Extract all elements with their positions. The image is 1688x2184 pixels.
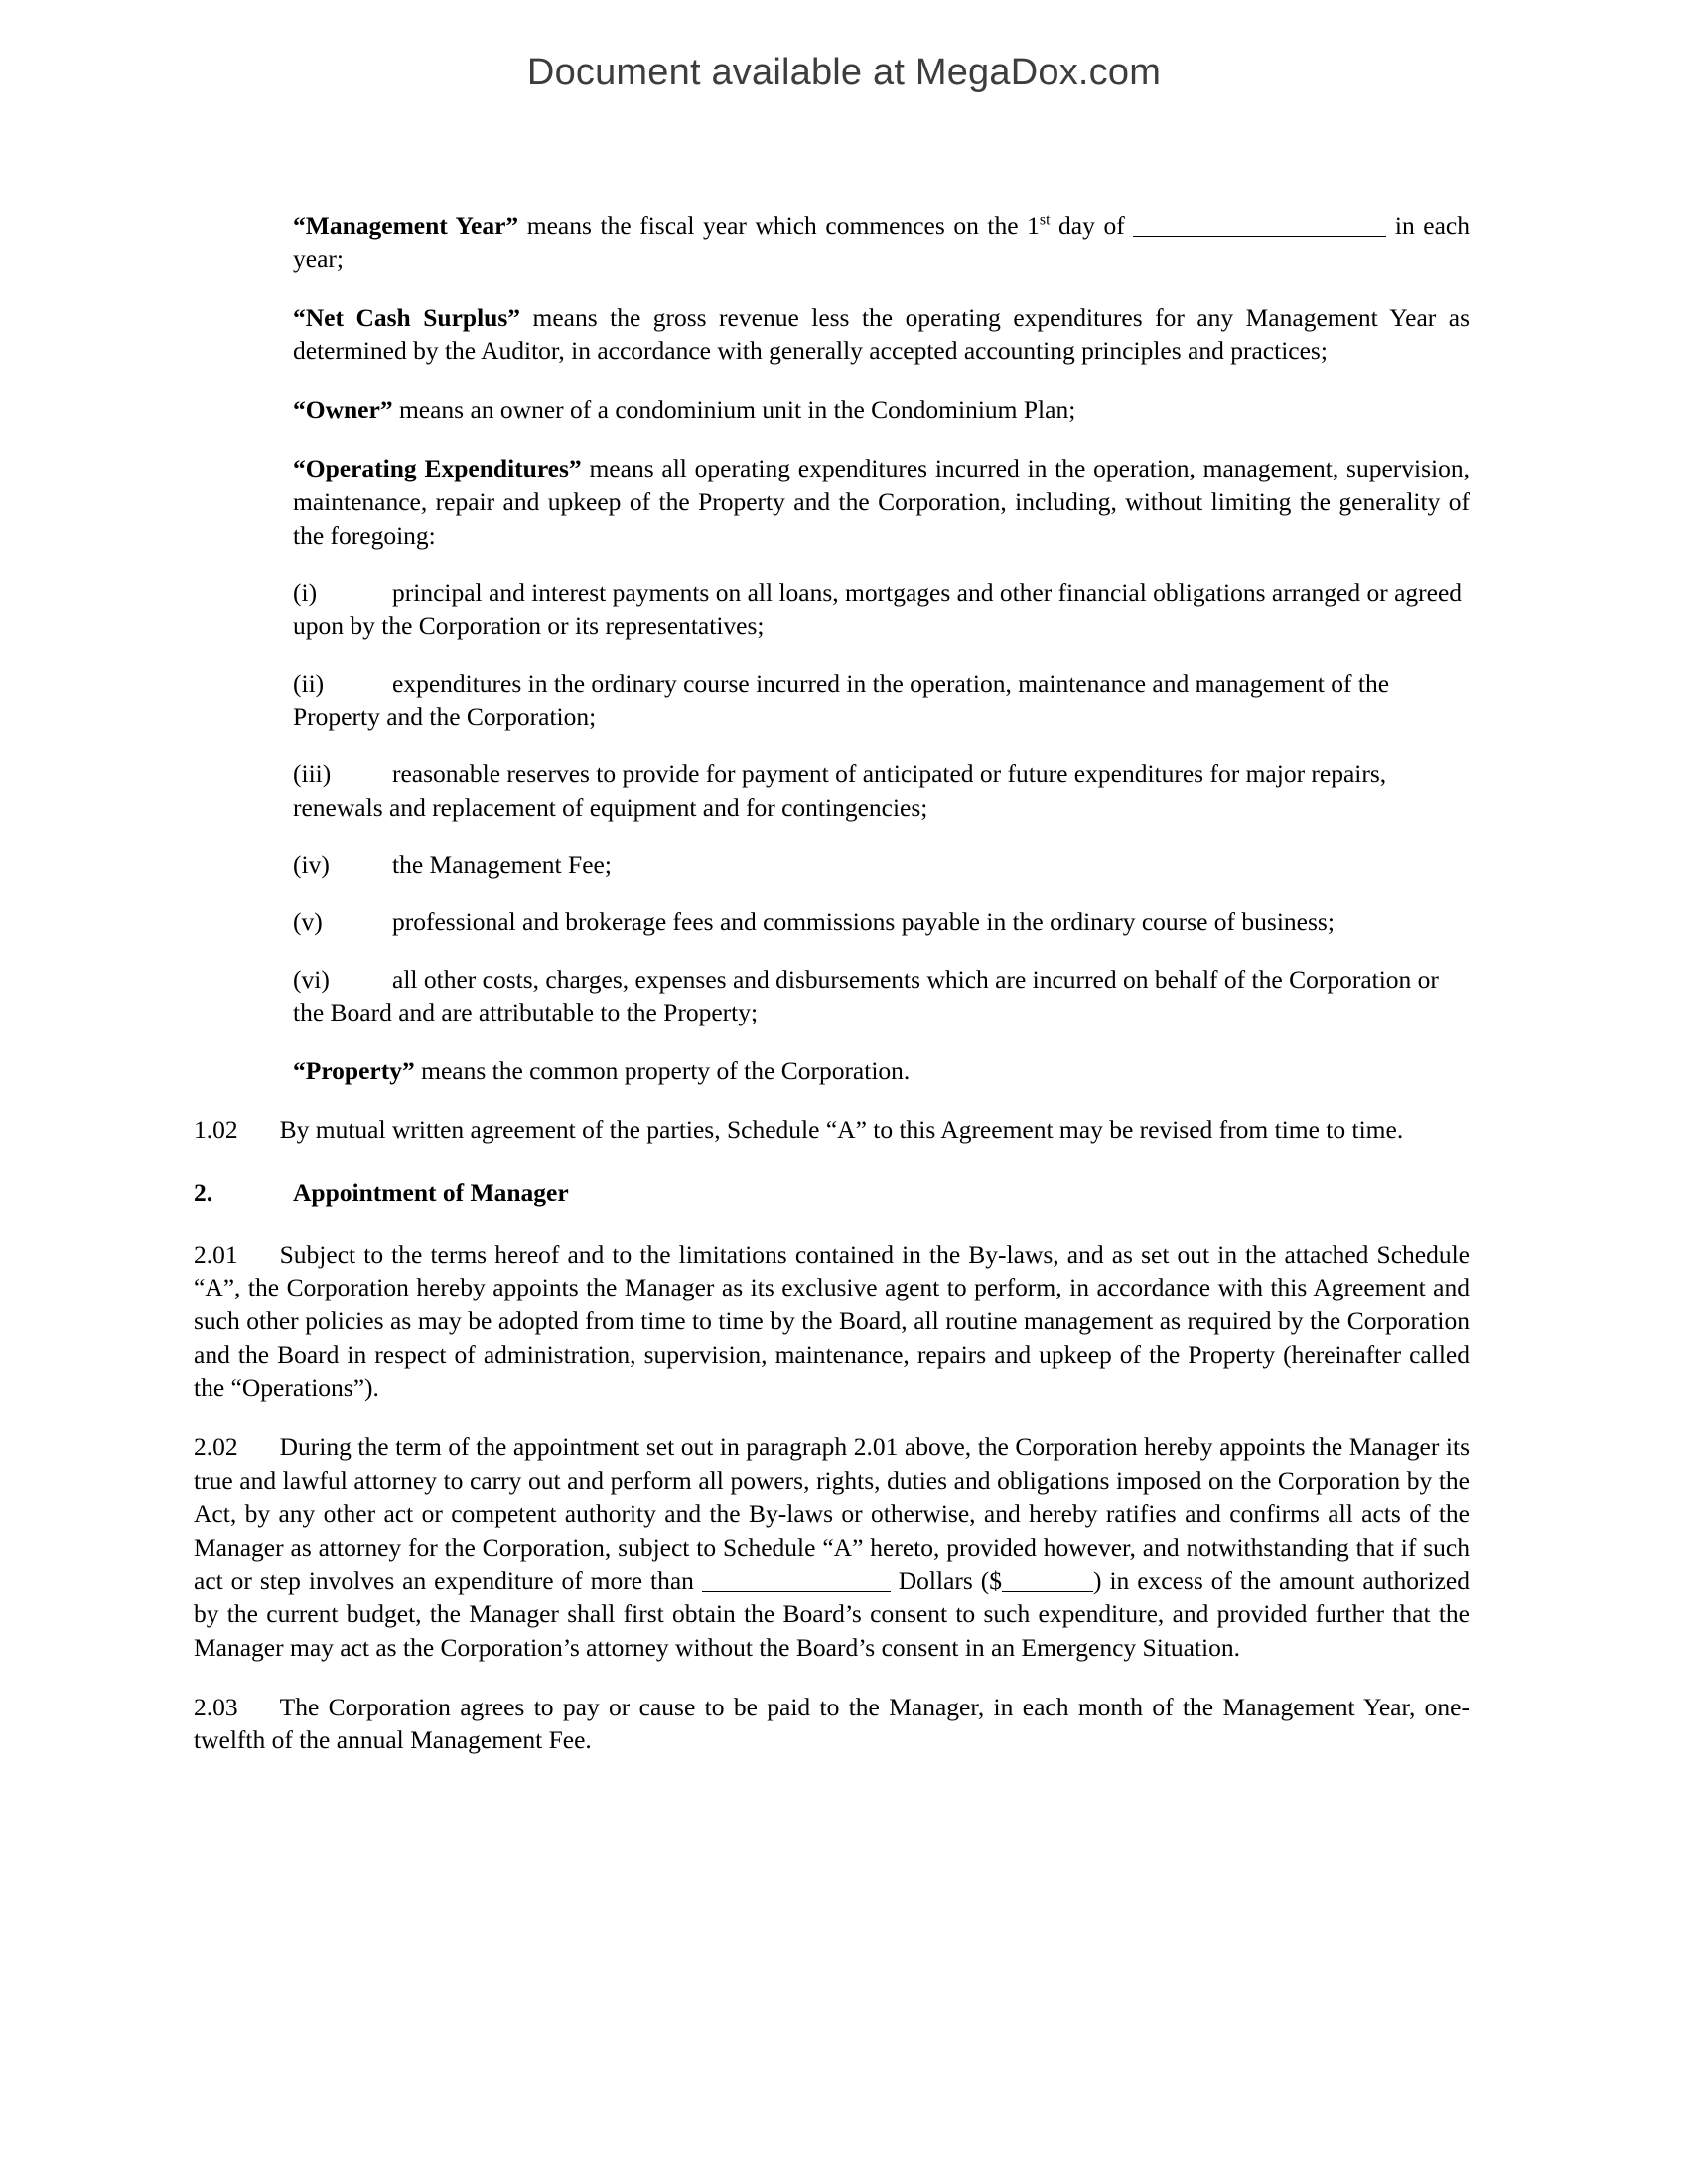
list-item-marker: (vi) bbox=[293, 964, 330, 994]
list-item-marker: (v) bbox=[293, 906, 323, 936]
clause-text-part3: ) in excess of the amount authorized by the current budget, the Manager shall first obtain the Board’s consent to such expenditure, and provided further that the Manager may act as the Corporation’s attorney without the Board’s consent in an Emergency Situation. bbox=[194, 1566, 1470, 1662]
clause-text: The Corporation agrees to pay or cause to be paid to the Manager, in each month of the Management Year, one-twelfth of the annual Management Fee. bbox=[194, 1692, 1470, 1755]
page-header-watermark: Document available at MegaDox.com bbox=[526, 52, 1162, 93]
list-item bbox=[293, 848, 1470, 882]
clause-1-02 bbox=[194, 1113, 1470, 1147]
clause-number: 1.02 bbox=[194, 1115, 238, 1145]
list-item-marker: (iv) bbox=[293, 850, 330, 880]
definition-term: “Owner” bbox=[293, 395, 393, 425]
clause-text-part2: Dollars ($ bbox=[890, 1566, 1003, 1595]
list-item-text: expenditures in the ordinary course incurred in the operation, maintenance and management of the Property and the Corporation; bbox=[293, 668, 1390, 732]
blank-fill-month[interactable] bbox=[1133, 236, 1386, 237]
definition-term: “Net Cash Surplus” bbox=[293, 303, 521, 333]
definition-text-c: in each year; bbox=[293, 210, 1471, 274]
definition-term: “Management Year” bbox=[293, 210, 519, 240]
definition-text: means the gross revenue less the operating expenditures for any Management Year as determined by the Auditor, in accordance with generally accepted accounting principles and practices; bbox=[293, 303, 1470, 365]
section-title: Appointment of Manager bbox=[293, 1178, 569, 1208]
list-item-text: reasonable reserves to provide for payment of anticipated or future expenditures for major repairs, renewals and replacement of equipment and for contingencies; bbox=[293, 758, 1387, 822]
clause-text: Subject to the terms hereof and to the limitations contained in the By-laws, and as set out in the attached Schedule “A”, the Corporation hereby appoints the Manager as its exclusive agent to perform, in accordance with this Agreement and such other policies as may be adopted from time to time by the Board, all routine management as required by the Corporation and the Board in respect of administration, supervision, maintenance, repairs and upkeep of the Property (hereinafter called the “Operations”). bbox=[194, 1239, 1470, 1403]
section-heading-2 bbox=[194, 1176, 1470, 1210]
list-item bbox=[293, 963, 1470, 1029]
clause-number: 2.02 bbox=[194, 1433, 238, 1462]
clause-text: By mutual written agreement of the parties, Schedule “A” to this Agreement may be revised from time to time. bbox=[279, 1115, 1404, 1145]
definition-text-b: day of bbox=[1050, 210, 1134, 240]
clause-2-02 bbox=[194, 1431, 1470, 1665]
list-item-text: professional and brokerage fees and commissions payable in the ordinary course of business; bbox=[392, 906, 1335, 936]
definition-owner bbox=[293, 393, 1470, 427]
clause-2-01 bbox=[194, 1238, 1470, 1405]
list-item bbox=[293, 576, 1470, 642]
definition-operating-expenditures bbox=[293, 452, 1470, 552]
list-item bbox=[293, 757, 1470, 824]
clause-text-part1: During the term of the appointment set out in paragraph 2.01 above, the Corporation hereby appoints the Manager its true and lawful attorney to carry out and perform all powers, rights, duties and obligations imposed on the Corporation by the Act, by any other act or competent authority and the By-laws or otherwise, and hereby ratifies and confirms all acts of the Manager as attorney for the Corporation, subject to Schedule “A” hereto, provided however, and notwithstanding that if such act or step involves an expenditure of more than bbox=[194, 1433, 1470, 1595]
list-item-marker: (ii) bbox=[293, 668, 325, 698]
definition-text: means an owner of a condominium unit in the Condominium Plan; bbox=[392, 395, 1076, 425]
ordinal-suffix: st bbox=[1039, 211, 1051, 228]
list-item-marker: (i) bbox=[293, 578, 318, 608]
clause-2-03 bbox=[194, 1691, 1470, 1757]
list-item-text: principal and interest payments on all loans, mortgages and other financial obligations arranged or agreed upon by the Corporation or its representatives; bbox=[293, 578, 1463, 640]
definition-text: means all operating expenditures incurred in the operation, management, supervision, maintenance, repair and upkeep of the Property and the Corporation, including, without limiting the generality of the foregoing: bbox=[293, 454, 1471, 550]
list-item bbox=[293, 667, 1470, 734]
list-item bbox=[293, 905, 1470, 939]
definition-property bbox=[293, 1054, 1470, 1088]
list-item-text: all other costs, charges, expenses and disbursements which are incurred on behalf of the Corporation or the Board and are attributable to the Property; bbox=[293, 964, 1439, 1027]
blank-fill-amount-figures[interactable] bbox=[1002, 1591, 1093, 1592]
section-number: 2. bbox=[194, 1178, 213, 1208]
blank-fill-amount-words[interactable] bbox=[702, 1591, 891, 1592]
clause-number: 2.01 bbox=[194, 1239, 238, 1269]
list-item-marker: (iii) bbox=[293, 758, 332, 788]
definition-text: means the common property of the Corporation. bbox=[414, 1056, 911, 1086]
definition-net-cash-surplus bbox=[293, 301, 1470, 367]
clause-number: 2.03 bbox=[194, 1692, 238, 1721]
definition-term: “Property” bbox=[293, 1056, 415, 1086]
list-item-text: the Management Fee; bbox=[392, 850, 612, 880]
definition-management-year bbox=[293, 209, 1470, 276]
definition-text-a: means the fiscal year which commences on the 1 bbox=[518, 210, 1040, 240]
document-body bbox=[194, 184, 1470, 1783]
definition-term: “Operating Expenditures” bbox=[293, 454, 582, 483]
